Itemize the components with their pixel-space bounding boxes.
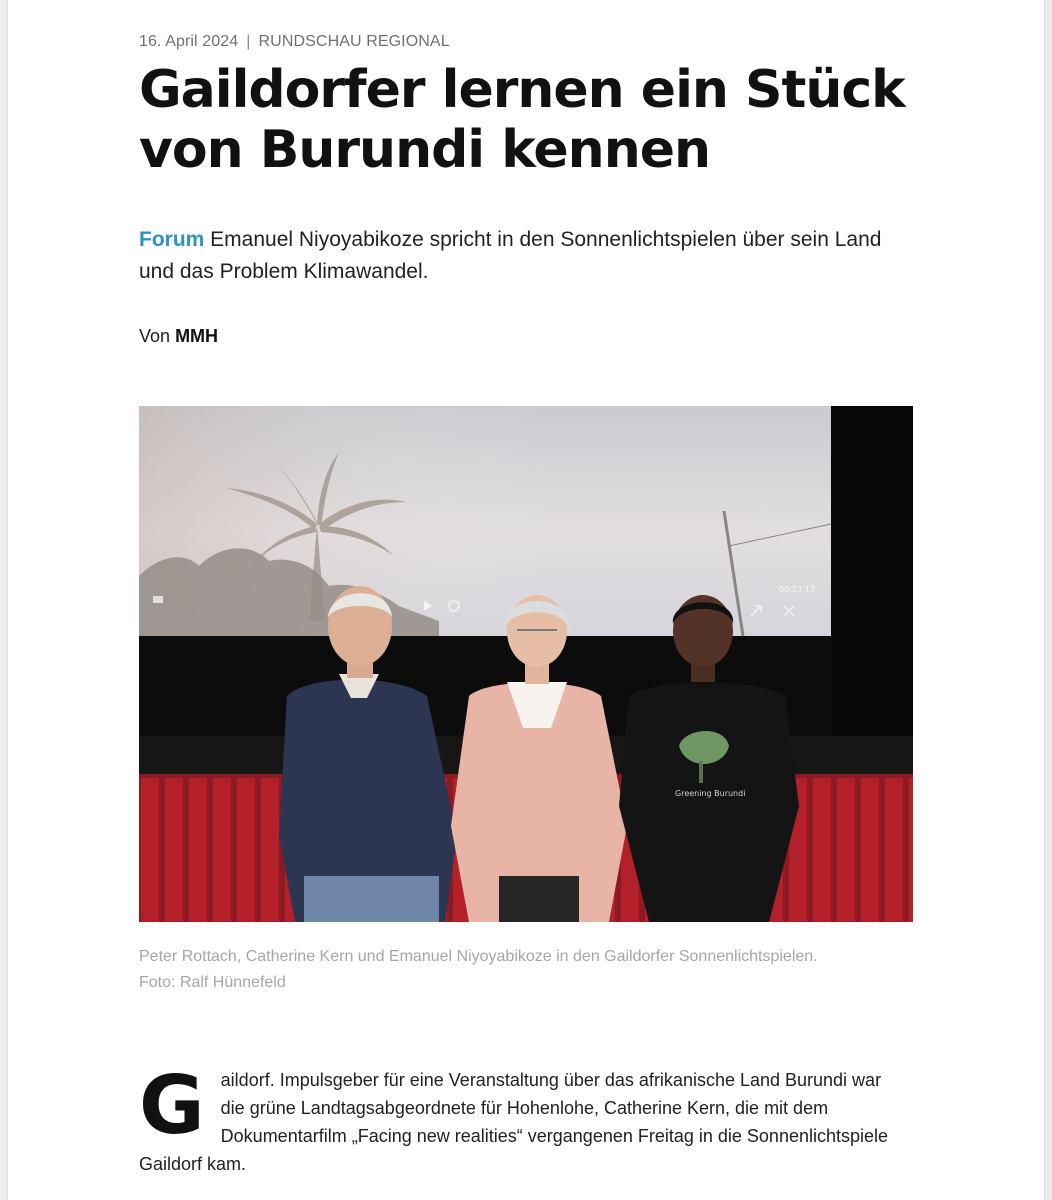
- byline: [139, 326, 218, 347]
- photo-credit: Foto: Ralf Hünnefeld: [139, 974, 286, 991]
- article-headline: Gaildorfer lernen ein Stück von Burundi kennen: [139, 60, 905, 180]
- seat-slat: [189, 778, 207, 922]
- section-label: RUNDSCHAU REGIONAL: [258, 33, 450, 50]
- body-paragraph: aildorf. Impulsgeber für eine Veranstaltung über das afrikanische Land Burundi war die grüne Landtagsabgeordnete für Hohenlohe, Catherine Kern, die mit dem Dokumentarfilm „Facing new realities“ vergangenen Freitag in die Sonnenlichtspiele Gaildorf kam.: [139, 1070, 889, 1174]
- meta-separator: |: [246, 33, 251, 50]
- article-body: [139, 1059, 899, 1178]
- seat-slat: [813, 778, 831, 922]
- seat-slat: [909, 778, 913, 922]
- seat-slat: [237, 778, 255, 922]
- byline-author: MMH: [175, 326, 219, 346]
- teaser-kicker: Forum: [139, 228, 205, 251]
- article-page: [8, 0, 1044, 1200]
- cinema-screen: [139, 406, 831, 636]
- drop-cap: G: [139, 1059, 205, 1152]
- shirt-print: Greening Burundi: [675, 789, 746, 798]
- photo-caption: [139, 944, 914, 996]
- screen-timestamp: 00:23:17: [779, 585, 815, 594]
- seat-slat: [885, 778, 903, 922]
- seat-slat: [837, 778, 855, 922]
- article-meta: [139, 33, 450, 51]
- article-photo[interactable]: [139, 406, 913, 922]
- photo-illustration: [139, 406, 913, 922]
- byline-prefix: Von: [139, 326, 171, 346]
- teaser-text: Emanuel Niyoyabikoze spricht in den Sonnenlichtspielen über sein Land und das Problem Klimawandel.: [139, 228, 882, 283]
- seat-slat: [165, 778, 183, 922]
- publish-date: 16. April 2024: [139, 33, 239, 50]
- seat-slat: [213, 778, 231, 922]
- seat-slat: [861, 778, 879, 922]
- article-teaser: [139, 224, 899, 288]
- seat-slat: [261, 778, 279, 922]
- caption-text: Peter Rottach, Catherine Kern und Emanuel Niyoyabikoze in den Gaildorfer Sonnenlichtspielen.: [139, 948, 818, 965]
- seat-slat: [141, 778, 159, 922]
